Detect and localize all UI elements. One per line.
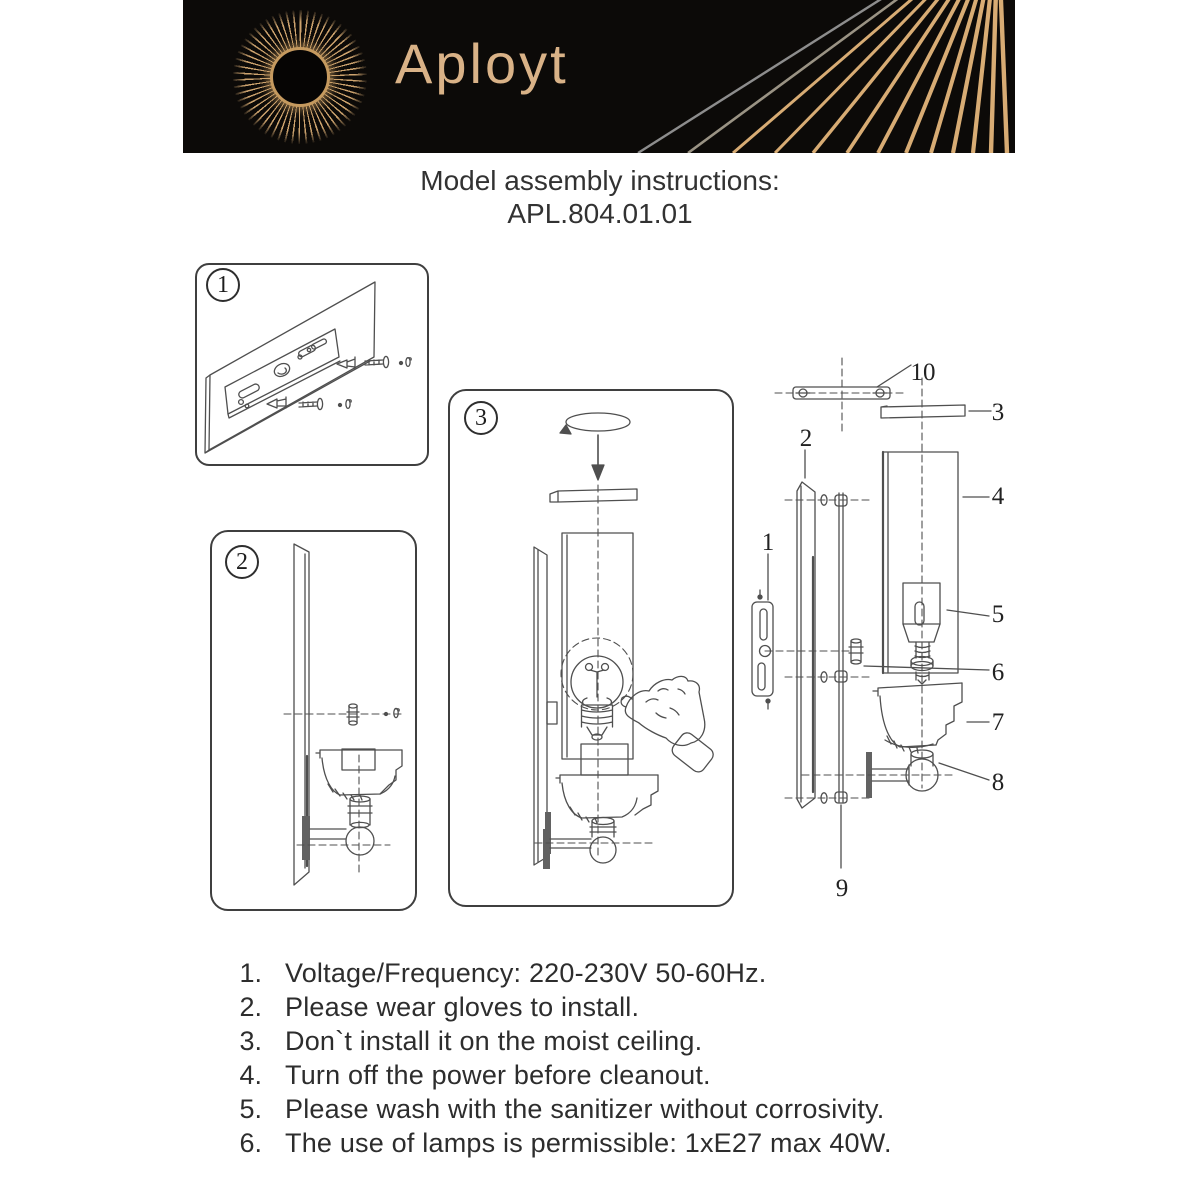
sunburst-logo-icon — [233, 10, 367, 144]
part-label-1: 1 — [761, 529, 775, 556]
step-number-2: 2 — [225, 545, 259, 579]
wall-flange — [302, 816, 310, 860]
part-label-4: 4 — [991, 483, 1005, 510]
screw — [299, 402, 317, 407]
part-label-10: 10 — [910, 359, 936, 386]
step-3-drawing — [450, 391, 732, 905]
list-item-number: 6. — [239, 1128, 262, 1158]
rotate-arrow-icon — [566, 413, 630, 431]
title-block — [0, 164, 1200, 230]
list-item — [0, 1058, 1200, 1092]
ball-joint — [590, 837, 616, 863]
hand-icon — [621, 676, 716, 774]
ball-joint — [346, 827, 374, 855]
sconce-cup — [873, 683, 962, 753]
sconce-cup — [556, 775, 658, 783]
list-item-text: Turn off the power before cleanout. — [285, 1060, 711, 1090]
exploded-parts-diagram — [735, 350, 1025, 910]
list-item-text: The use of lamps is permissible: 1xE27 max 40W. — [285, 1128, 892, 1158]
mounting-bracket — [752, 590, 773, 709]
instruction-list — [0, 956, 1200, 1160]
list-item-text: Voltage/Frequency: 220-230V 50-60Hz. — [285, 958, 767, 988]
brand-name: Aployt — [395, 32, 569, 95]
ring-disc — [550, 489, 637, 502]
list-item-number: 2. — [239, 992, 262, 1022]
list-item — [0, 956, 1200, 990]
step-panel-2 — [210, 530, 417, 911]
list-item-text: Please wear gloves to install. — [285, 992, 640, 1022]
part-label-2: 2 — [799, 425, 813, 452]
ring-disc — [881, 405, 965, 418]
step-2-drawing — [212, 532, 415, 909]
step-panel-3 — [448, 389, 734, 907]
list-item — [0, 1126, 1200, 1160]
step-number-3: 3 — [464, 401, 498, 435]
list-item — [0, 1024, 1200, 1058]
wall-flange — [543, 829, 550, 869]
long-screw-rod — [835, 493, 847, 868]
part-label-7: 7 — [991, 709, 1005, 736]
arm-and-ball — [866, 750, 938, 798]
list-item — [0, 990, 1200, 1024]
light-bulb-icon — [571, 656, 623, 740]
part-label-6: 6 — [991, 659, 1005, 686]
backplate — [797, 482, 815, 808]
glass-cylinder — [883, 452, 958, 673]
list-item — [0, 1092, 1200, 1126]
down-arrow-icon — [592, 465, 604, 480]
list-item-number: 5. — [239, 1094, 262, 1124]
nut — [849, 639, 863, 664]
clip — [547, 702, 557, 724]
part-label-8: 8 — [991, 769, 1005, 796]
part-label-5: 5 — [991, 601, 1005, 628]
wall-anchor — [337, 357, 355, 369]
step-panel-1 — [195, 263, 429, 466]
part-label-3: 3 — [991, 399, 1005, 426]
wall-anchor — [267, 397, 286, 408]
brand-banner — [183, 0, 1015, 153]
step-number-1: 1 — [206, 268, 240, 302]
list-item-text: Don`t install it on the moist ceiling. — [285, 1026, 703, 1056]
page-title: Model assembly instructions: — [420, 165, 780, 196]
model-number: APL.804.01.01 — [507, 198, 693, 229]
list-item-text: Please wash with the sanitizer without corrosivity. — [285, 1094, 885, 1124]
part-label-9: 9 — [835, 875, 849, 902]
list-item-number: 4. — [239, 1060, 262, 1090]
list-item-number: 1. — [239, 958, 262, 988]
list-item-number: 3. — [239, 1026, 262, 1056]
